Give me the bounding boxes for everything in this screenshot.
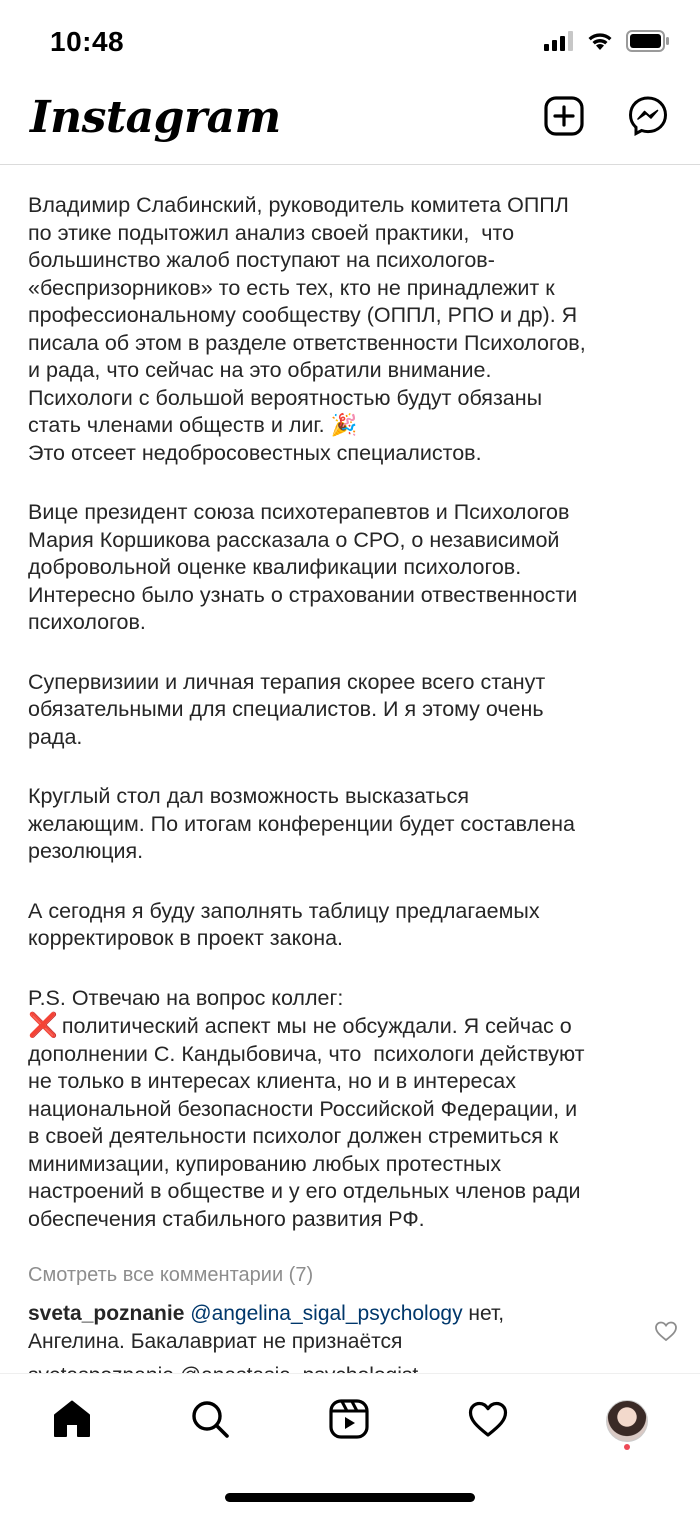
nav-reels[interactable] — [324, 1396, 374, 1446]
caption-line: Круглый стол дал возможность высказаться — [28, 784, 469, 808]
caption-line: рада. — [28, 724, 83, 749]
caption-line: в своей деятельности психолог должен стремиться к — [28, 1124, 559, 1148]
caption-line: по этике подытожил анализ своей практики, что — [28, 220, 515, 245]
comment-like-button[interactable] — [654, 1320, 678, 1342]
caption-line: не только в интересах клиента, но и в интересах — [28, 1069, 516, 1093]
paragraph-gap — [28, 467, 678, 499]
caption-line: Мария Коршикова рассказала о СРО, о независимой — [28, 527, 560, 552]
caption-line: минимизации, купированию любых протестных — [28, 1151, 502, 1176]
caption-line: дополнении С. Кандыбовича, что психологи действуют — [28, 1041, 585, 1066]
nav-search[interactable] — [185, 1396, 235, 1446]
cellular-signal-icon — [544, 31, 574, 56]
caption-line: стать членами обществ и лиг. 🎉 — [28, 413, 358, 437]
activity-heart-icon — [467, 1399, 509, 1444]
heart-outline-icon — [654, 1329, 678, 1346]
view-all-comments-link[interactable]: Смотреть все комментарии (7) — [28, 1264, 314, 1286]
nav-home[interactable] — [47, 1396, 97, 1446]
app-header — [0, 82, 700, 165]
caption-line: обеспечения стабильного развития РФ. — [28, 1206, 425, 1231]
paragraph-gap — [28, 751, 678, 783]
caption-line: Владимир Слабинский, руководитель комитета ОППЛ — [28, 193, 569, 217]
comment-mention[interactable]: @angelina_sigal_psychology — [190, 1302, 463, 1325]
caption-line: большинство жалоб поступают на психологов- — [28, 248, 495, 272]
new-post-icon — [544, 96, 584, 141]
messenger-icon — [627, 95, 669, 142]
battery-icon — [626, 30, 670, 57]
caption-line: обязательными для специалистов. И я этому очень — [28, 697, 544, 721]
comment-item — [28, 1300, 638, 1356]
caption-line: настроений в обществе и у его отдельных членов ради — [28, 1179, 581, 1203]
nav-activity[interactable] — [463, 1396, 513, 1446]
caption-line: желающим. По итогам конференции будет составлена — [28, 811, 575, 836]
cross-mark-icon: ❌ — [28, 1012, 58, 1039]
ps-heading: P.S. Отвечаю на вопрос коллег: — [28, 985, 344, 1010]
notification-dot — [624, 1444, 630, 1450]
post-caption — [28, 192, 678, 1233]
comment-text: Ангелина. Бакалавриат не признаётся — [28, 1330, 403, 1353]
caption-line: добровольной оценке квалификации психологов. — [28, 555, 522, 579]
caption-line: писала об этом в разделе ответственности Психологов, — [28, 330, 586, 355]
nav-profile[interactable] — [602, 1396, 652, 1446]
search-icon — [189, 1398, 231, 1445]
paragraph-gap — [28, 637, 678, 669]
reels-icon — [328, 1398, 370, 1445]
caption-line: корректировок в проект закона. — [28, 926, 344, 950]
caption-line: национальной безопасности Российской Федерации, и — [28, 1096, 578, 1121]
caption-line: Супервизиии и личная терапия скорее всего станут — [28, 669, 546, 694]
caption-line: «беспризорников» то есть тех, кто не принадлежит к — [28, 275, 555, 300]
caption-line: и рада, что сейчас на это обратили внимание. — [28, 358, 492, 382]
paragraph-gap — [28, 866, 678, 898]
status-bar — [0, 0, 700, 82]
comment-text: нет, — [462, 1302, 505, 1325]
profile-avatar — [606, 1400, 648, 1442]
comment-username[interactable]: sveta_poznanie — [28, 1302, 185, 1325]
paragraph-gap — [28, 953, 678, 985]
caption-line: психологов. — [28, 610, 146, 634]
new-post-button[interactable] — [542, 96, 586, 140]
caption-line: А сегодня я буду заполнять таблицу предлагаемых — [28, 898, 540, 923]
caption-line: Вице президент союза психотерапевтов и Психологов — [28, 500, 570, 524]
messenger-button[interactable] — [626, 96, 670, 140]
status-time: 10:48 — [50, 26, 125, 57]
wifi-icon — [586, 31, 614, 56]
home-indicator — [225, 1493, 475, 1502]
caption-line: профессиональному сообществу (ОППЛ, РПО и др). Я — [28, 303, 578, 327]
caption-line: резолюция. — [28, 839, 144, 863]
caption-line: Это отсеет недобросовестных специалистов. — [28, 440, 482, 465]
status-icons — [544, 30, 670, 56]
caption-line: Психологи с большой вероятностью будут обязаны — [28, 385, 543, 410]
caption-line: Интересно было узнать о страховании отвественности — [28, 582, 578, 607]
caption-line — [28, 1012, 678, 1041]
instagram-logo[interactable]: Instagram — [30, 92, 281, 143]
ps-line: политический аспект мы не обсуждали. Я сейчас о — [61, 1014, 572, 1038]
home-icon — [51, 1398, 93, 1445]
